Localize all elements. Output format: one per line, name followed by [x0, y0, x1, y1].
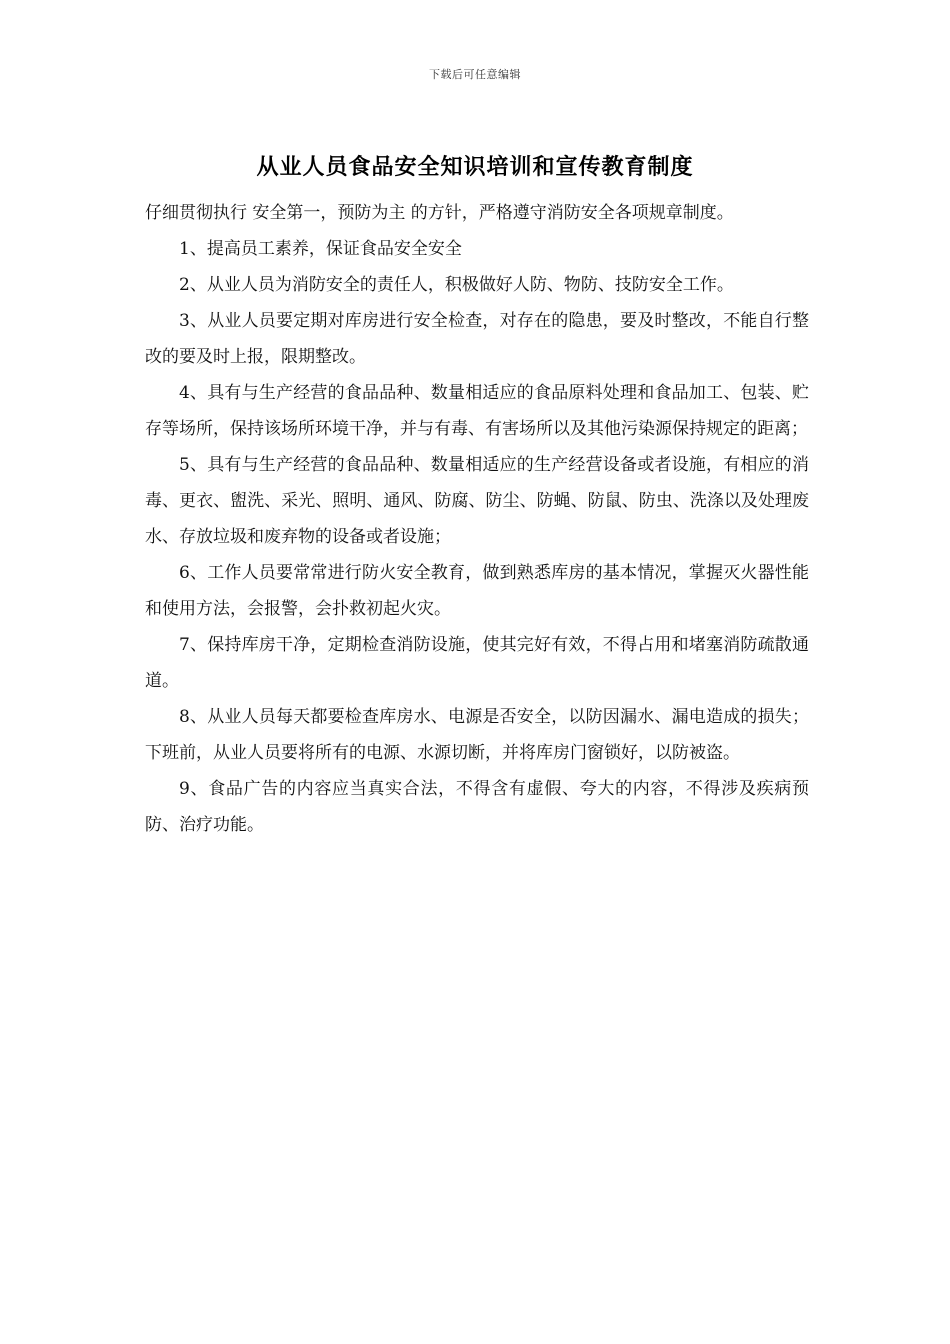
rule-item-7: 7、保持库房干净，定期检查消防设施，使其完好有效，不得占用和堵塞消防疏散通道。 — [145, 635, 809, 691]
rule-item-4: 4、具有与生产经营的食品品种、数量相适应的食品原料处理和食品加工、包装、贮存等场所，保持该场所环境干净，并与有毒、有害场所以及其他污染源保持规定的距离； — [145, 383, 809, 439]
rule-item-9: 9、食品广告的内容应当真实合法，不得含有虚假、夸大的内容，不得涉及疾病预防、治疗功能。 — [145, 779, 809, 835]
rule-item-6: 6、工作人员要常常进行防火安全教育，做到熟悉库房的基本情况，掌握灭火器性能和使用方法，会报警，会扑救初起火灾。 — [145, 563, 809, 619]
rule-item-2: 2、从业人员为消防安全的责任人，积极做好人防、物防、技防安全工作。 — [179, 275, 734, 295]
rule-item-1: 1、提高员工素养，保证食品安全安全 — [179, 239, 462, 259]
document-body — [145, 195, 809, 843]
rule-item-8: 8、从业人员每天都要检查库房水、电源是否安全，以防因漏水、漏电造成的损失；下班前，从业人员要将所有的电源、水源切断，并将库房门窗锁好，以防被盗。 — [145, 707, 809, 763]
header-note: 下载后可任意编辑 — [429, 68, 521, 81]
intro-paragraph: 仔细贯彻执行 安全第一，预防为主 的方针，严格遵守消防安全各项规章制度。 — [145, 203, 734, 223]
rule-item-3: 3、从业人员要定期对库房进行安全检查，对存在的隐患，要及时整改，不能自行整改的要及时上报，限期整改。 — [145, 311, 809, 367]
document-title: 从业人员食品安全知识培训和宣传教育制度 — [256, 154, 694, 180]
rule-item-5: 5、具有与生产经营的食品品种、数量相适应的生产经营设备或者设施，有相应的消毒、更衣、盥洗、采光、照明、通风、防腐、防尘、防蝇、防鼠、防虫、洗涤以及处理废水、存放垃圾和废弃物的设备或者设施； — [145, 455, 809, 547]
